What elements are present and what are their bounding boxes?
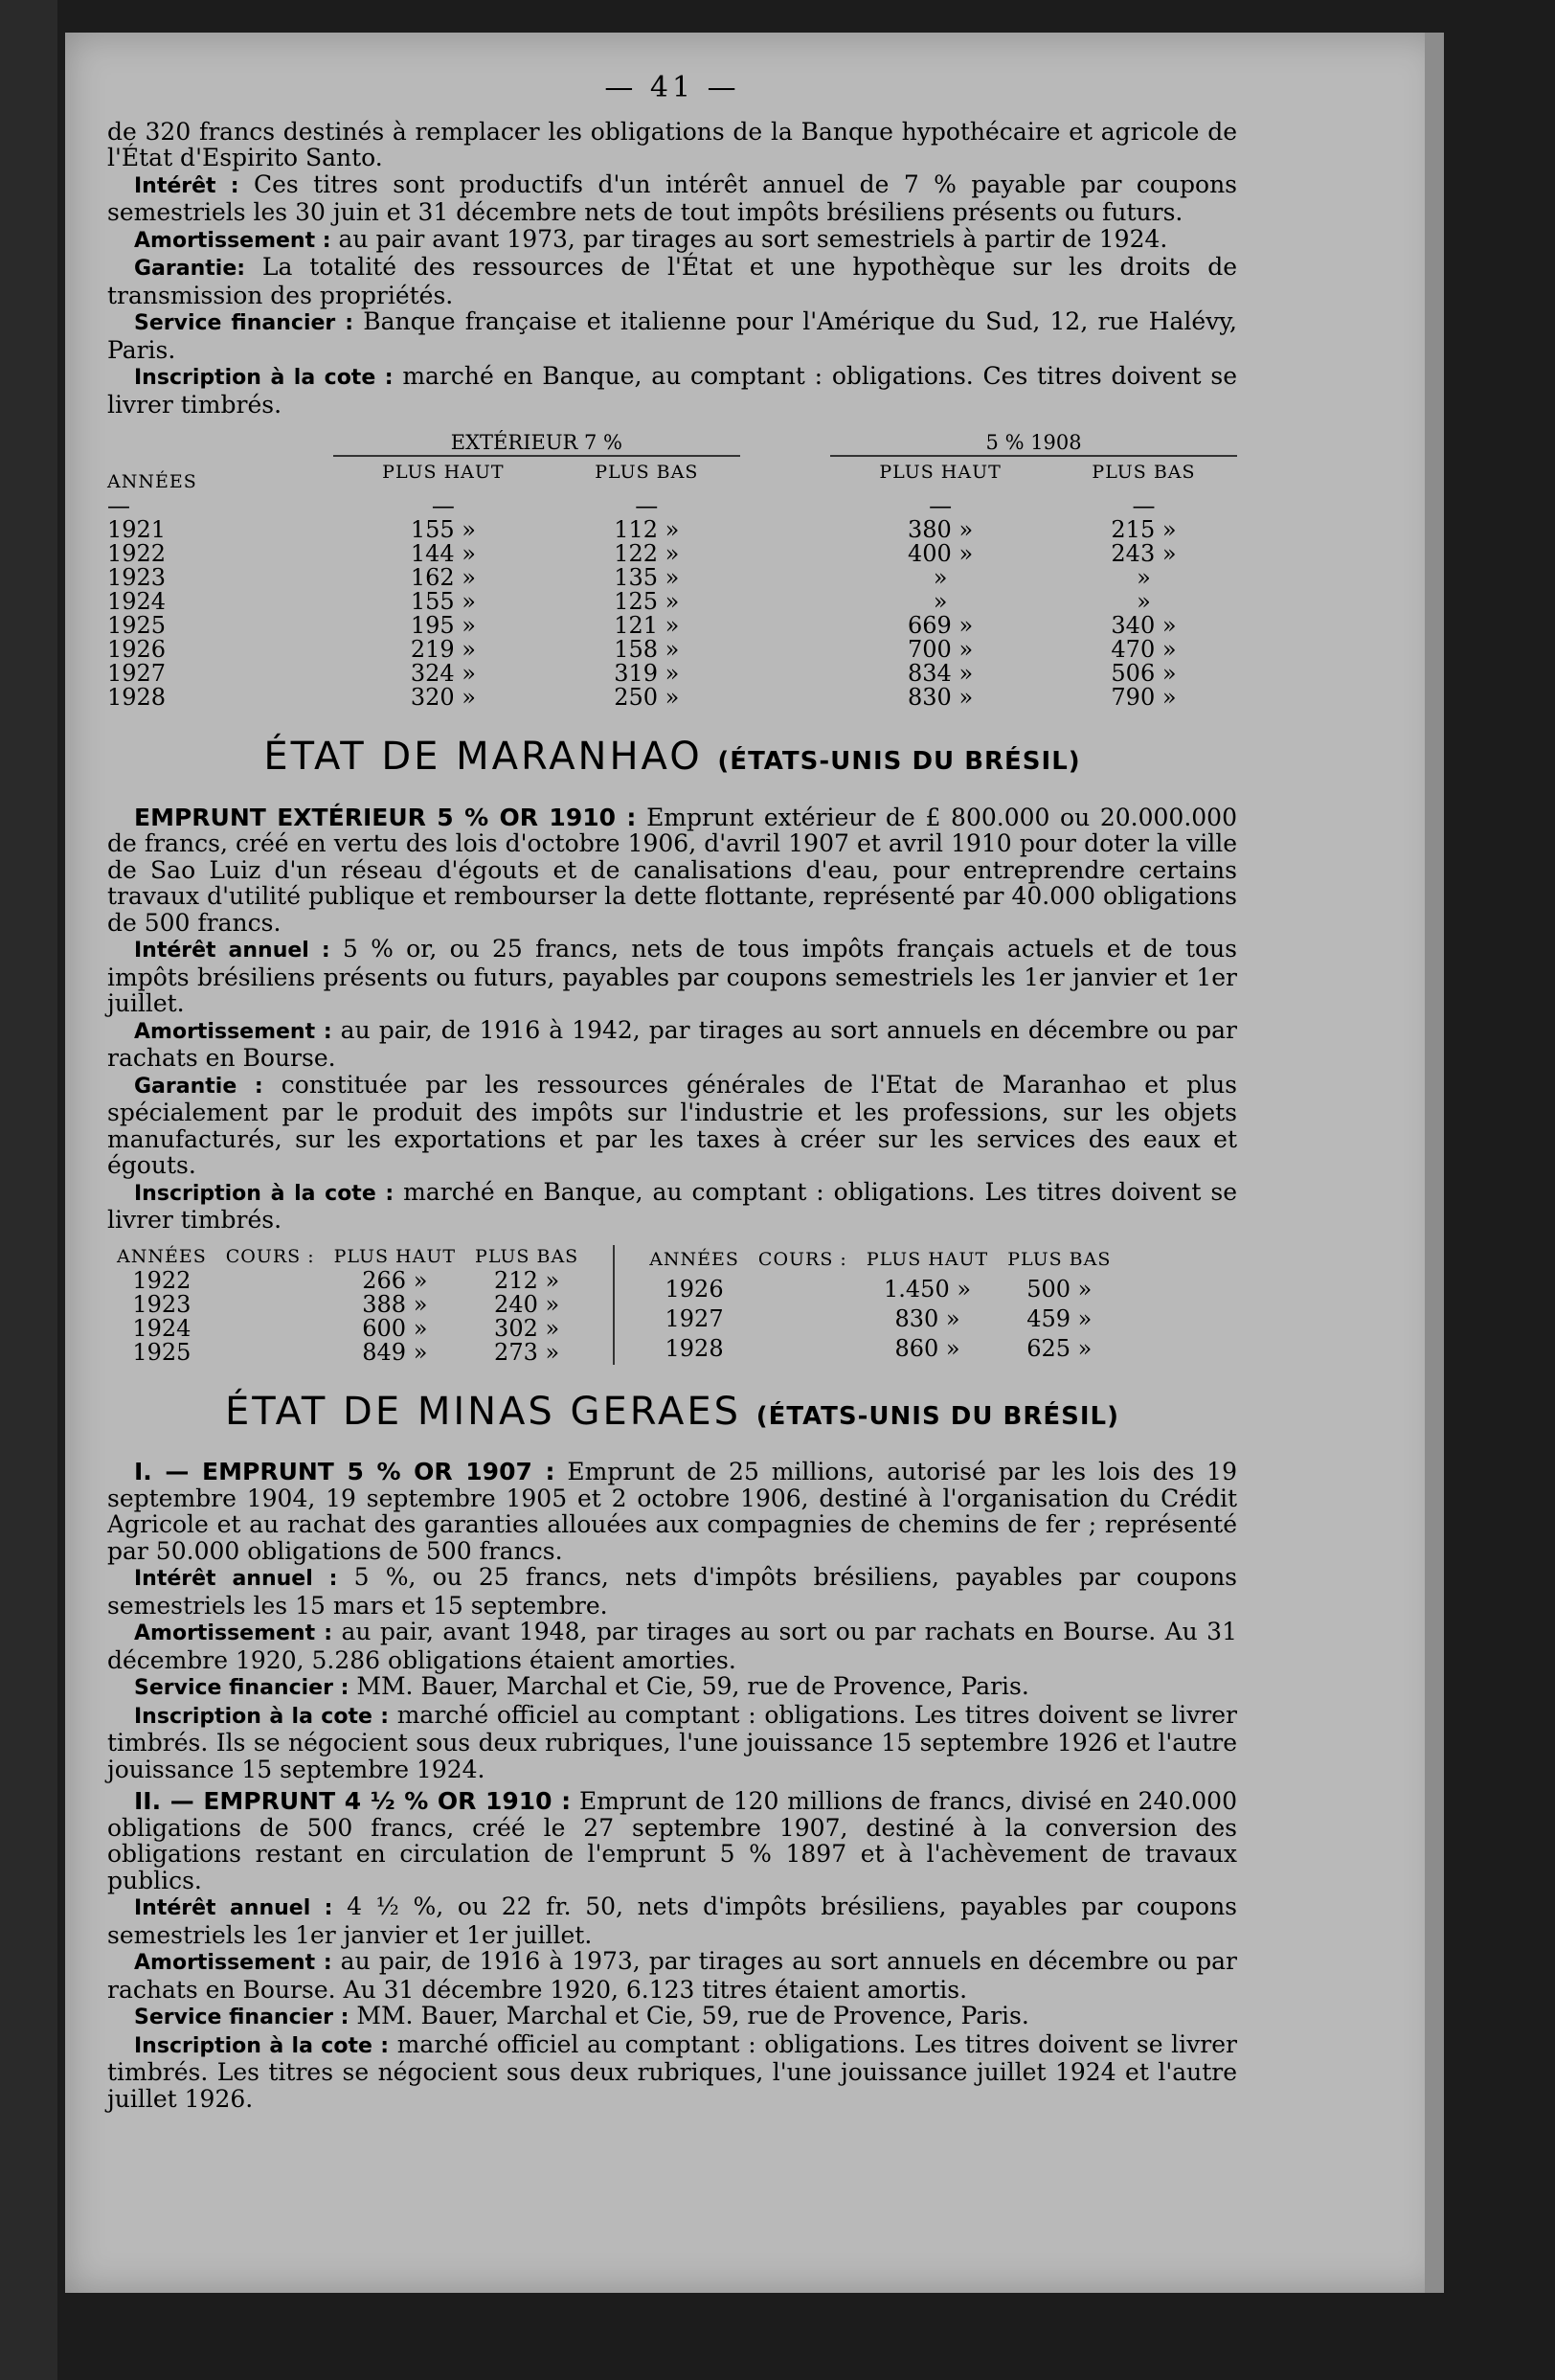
maranhao-heading: ÉTAT DE MARANHAO (ÉTATS-UNIS DU BRÉSIL) [263,735,1081,779]
table-body [107,518,1237,710]
intro-amortissement: Amortissement : au pair avant 1973, par tirages au sort semestriels à partir de 1924. [134,224,1168,253]
table-row [640,1334,1120,1364]
table-cell-value: 243 » [1111,540,1177,567]
table-cell-value: 790 » [1111,684,1177,711]
table-cell-value: 380 » [908,516,974,543]
maranhao-emprunt: EMPRUNT EXTÉRIEUR 5 % OR 1910 : Emprunt extérieur de £ 800.000 ou 20.000.000 de francs, créé en vertu des lois d'octobre 1906, d'avril 1907 et avril 1910 pour doter la ville de Sao Luiz d'un réseau d'égouts et de canalisations d'eau, pour entreprendre certains travaux d'utilité publique et rembourser la dette flottante, représenté par 40.000 obligations de 500 francs. [107,803,1237,937]
table-row [107,1269,588,1293]
intro-garantie: Garantie: La totalité des ressources de l'État et une hypothèque sur les droits de transmission des propriétés. [107,253,1237,309]
table-cell-value: 834 » [908,660,974,687]
table-cell-value: » [1137,564,1151,591]
table-cell-value: 125 » [614,588,680,615]
minas-e1-interet: Intérêt annuel : 5 %, ou 25 francs, nets d'impôts brésiliens, payables par coupons semestriels les 15 mars et 15 septembre. [107,1563,1237,1620]
table-cell-year: 1927 [665,1305,724,1333]
minas-e2-service: Service financier : MM. Bauer, Marchal et Cie, 59, rue de Provence, Paris. [134,2002,1029,2029]
table-dash: — [635,492,659,519]
table-header-plus-haut: PLUS HAUT [866,1248,989,1270]
table-cell-value: 212 » [494,1266,560,1294]
table-row [107,638,1237,662]
table-cell-value: 135 » [614,564,680,591]
table-cell-value: 400 » [908,540,974,567]
table-cell-value: 112 » [614,516,680,543]
table-cell-value: 860 » [894,1335,960,1363]
table-cell-value: 319 » [614,660,680,687]
table-cell-value: » [1137,588,1151,615]
maranhao-interet: Intérêt annuel : 5 % or, ou 25 francs, nets de tous impôts français actuels et de tous impôts brésiliens présents ou futurs, payables par coupons semestriels les 1er janvier et 1er juillet. [107,935,1238,1017]
table-cell-value: 830 » [908,684,974,711]
price-table-left [107,1245,588,1365]
table-cell-value: 459 » [1026,1305,1093,1333]
table-cell-value: 155 » [410,516,476,543]
table-header-plus-haut: PLUS HAUT [879,462,1002,483]
table-cell-year: 1928 [665,1335,724,1363]
price-table-right [640,1245,1120,1365]
table-row [107,1341,588,1365]
table-header-plus-haut: PLUS HAUT [333,1245,457,1267]
table-group-1908: 5 % 1908 [830,431,1237,457]
table-row [107,542,1237,566]
table-cell-value: 506 » [1111,660,1177,687]
minas-heading: ÉTAT DE MINAS GERAES (ÉTATS-UNIS DU BRÉSIL) [225,1389,1119,1434]
table-cell-value: 320 » [410,684,476,711]
table-dash: — [107,492,130,519]
table-cell-year: 1922 [132,1266,192,1294]
table-dash: — [1132,492,1156,519]
table-row [107,518,1237,542]
table-cell-value: 158 » [614,636,680,663]
table-cell-value: 669 » [908,612,974,639]
table-header-cours: COURS : [225,1245,315,1267]
table-cell-value: 162 » [410,564,476,591]
intro-inscription: Inscription à la cote : marché en Banque, au comptant : obligations. Ces titres doivent se livrer timbrés. [107,362,1238,419]
price-table-maranhao [107,1245,1237,1365]
minas-e1-inscription: Inscription à la cote : marché officiel au comptant : obligations. Les titres doivent se livrer timbrés. Ils se négocient sous deux rubriques, l'une jouissance 15 septembre 1926 et l'autre jouissance 15 septembre 1924. [107,1700,1237,1783]
table-cell-value: 830 » [894,1305,960,1333]
table-header-plus-bas: PLUS BAS [595,462,699,483]
table-header-annees: ANNÉES [107,471,197,492]
table-dash: — [431,492,455,519]
table-header-plus-bas: PLUS BAS [475,1245,579,1267]
page-edge [1425,33,1444,2293]
table-header-cours: COURS : [757,1248,847,1270]
table-row [107,686,1237,710]
table-row [107,614,1237,638]
minas-e2-amortissement: Amortissement : au pair, de 1916 à 1973, par tirages au sort annuels en décembre ou par rachats en Bourse. Au 31 décembre 1920, 6.123 titres étaient amortis. [107,1947,1238,2004]
minas-emprunt-1: I. — EMPRUNT 5 % OR 1907 : Emprunt de 25 millions, autorisé par les lois des 19 septembre 1904, 19 septembre 1905 et 2 octobre 1906, destiné à l'organisation du Crédit Agricole et au rachat des garanties allouées aux compagnies de chemins de fer ; représenté par 50.000 obligations de 500 francs. [107,1458,1237,1565]
table-cell-value: 215 » [1111,516,1177,543]
table-cell-value: 240 » [494,1290,560,1318]
book-binding [0,0,57,2380]
table-cell-value: 195 » [410,612,476,639]
table-cell-year: 1923 [132,1290,192,1318]
table-row [107,566,1237,590]
table-cell-value: 340 » [1111,612,1177,639]
table-divider [613,1245,615,1365]
maranhao-amortissement: Amortissement : au pair, de 1916 à 1942, par tirages au sort annuels en décembre ou par rachats en Bourse. [107,1015,1238,1072]
intro-interet: Intérêt : Ces titres sont productifs d'un intérêt annuel de 7 % payable par coupons semestriels les 30 juin et 31 décembre nets de tout impôts brésiliens présents ou futurs. [107,170,1237,226]
minas-e1-service: Service financier : MM. Bauer, Marchal et Cie, 59, rue de Provence, Paris. [134,1672,1029,1700]
table-row [107,662,1237,686]
table-cell-year: 1924 [107,588,167,615]
table-cell-year: 1924 [132,1314,192,1342]
table-cell-value: 1.450 » [884,1275,972,1303]
minas-e2-inscription: Inscription à la cote : marché officiel au comptant : obligations. Les titres doivent se livrer timbrés. Les titres se négocient sous deux rubriques, l'une jouissance juillet 1924 et l'autre juillet 1926. [107,2029,1237,2113]
table-cell-value: 470 » [1111,636,1177,663]
table-cell-year: 1928 [107,684,167,711]
table-cell-value: 500 » [1026,1275,1093,1303]
table-cell-year: 1925 [107,612,167,639]
table-header-annees: ANNÉES [649,1248,739,1270]
table-row [107,1293,588,1317]
table-cell-value: 388 » [362,1290,428,1318]
table-cell-value: 324 » [410,660,476,687]
table-header-plus-bas: PLUS BAS [1007,1248,1112,1270]
table-cell-value: 144 » [410,540,476,567]
table-row [640,1275,1120,1304]
table-cell-value: 155 » [410,588,476,615]
table-header-plus-bas: PLUS BAS [1092,462,1196,483]
table-cell-year: 1925 [132,1338,192,1366]
table-header-annees: ANNÉES [117,1245,207,1267]
table-cell-value: 266 » [362,1266,428,1294]
table-group-exterieur: EXTÉRIEUR 7 % [333,431,740,457]
maranhao-inscription: Inscription à la cote : marché en Banque, au comptant : obligations. Les titres doivent se livrer timbrés. [107,1177,1237,1234]
table-cell-year: 1921 [107,516,167,543]
page-number: — 41 — [604,71,740,104]
table-cell-value: 122 » [614,540,680,567]
table-row [107,1317,588,1341]
table-header-plus-haut: PLUS HAUT [382,462,505,483]
table-dash: — [929,492,953,519]
table-cell-value: 302 » [494,1314,560,1342]
minas-e2-interet: Intérêt annuel : 4 ½ %, ou 22 fr. 50, nets d'impôts brésiliens, payables par coupons semestriels les 1er janvier et 1er juillet. [107,1893,1238,1949]
table-cell-year: 1927 [107,660,167,687]
table-cell-value: 700 » [908,636,974,663]
minas-emprunt-2: II. — EMPRUNT 4 ½ % OR 1910 : Emprunt de 120 millions de francs, divisé en 240.000 obligations de 500 francs, créé le 27 septembre 1907, destiné à la conversion des obligations restant en circulation de l'emprunt 5 % 1897 et à l'achèvement de travaux publics. [107,1787,1237,1894]
table-cell-year: 1923 [107,564,167,591]
minas-e1-amortissement: Amortissement : au pair, avant 1948, par tirages au sort ou par rachats en Bourse. Au 31 décembre 1920, 5.286 obligations étaient amorties. [107,1618,1237,1674]
table-cell-year: 1926 [665,1275,724,1303]
table-cell-value: 219 » [410,636,476,663]
maranhao-garantie: Garantie : constituée par les ressources générales de l'Etat de Maranhao et plus spécialement par le produit des impôts sur l'industrie et les professions, sur les objets manufacturés, sur les exportations et par les taxes à créer sur les services des eaux et égouts. [107,1070,1238,1179]
table-cell-value: 600 » [362,1314,428,1342]
page-content [107,71,1238,2113]
table-row [107,590,1237,614]
table-cell-value: » [933,588,948,615]
table-cell-year: 1926 [107,636,167,663]
table-cell-value: » [933,564,948,591]
intro-service: Service financier : Banque française et italienne pour l'Amérique du Sud, 12, rue Halévy, Paris. [107,307,1238,364]
table-cell-value: 625 » [1026,1335,1093,1363]
price-table-espirito-santo [107,431,1237,710]
table-cell-value: 273 » [494,1338,560,1366]
table-cell-value: 121 » [614,612,680,639]
table-row [640,1304,1120,1334]
intro-paragraph: de 320 francs destinés à remplacer les obligations de la Banque hypothécaire et agricole de l'État d'Espirito Santo. [107,117,1237,171]
table-cell-value: 849 » [362,1338,428,1366]
table-cell-year: 1922 [107,540,167,567]
table-cell-value: 250 » [614,684,680,711]
